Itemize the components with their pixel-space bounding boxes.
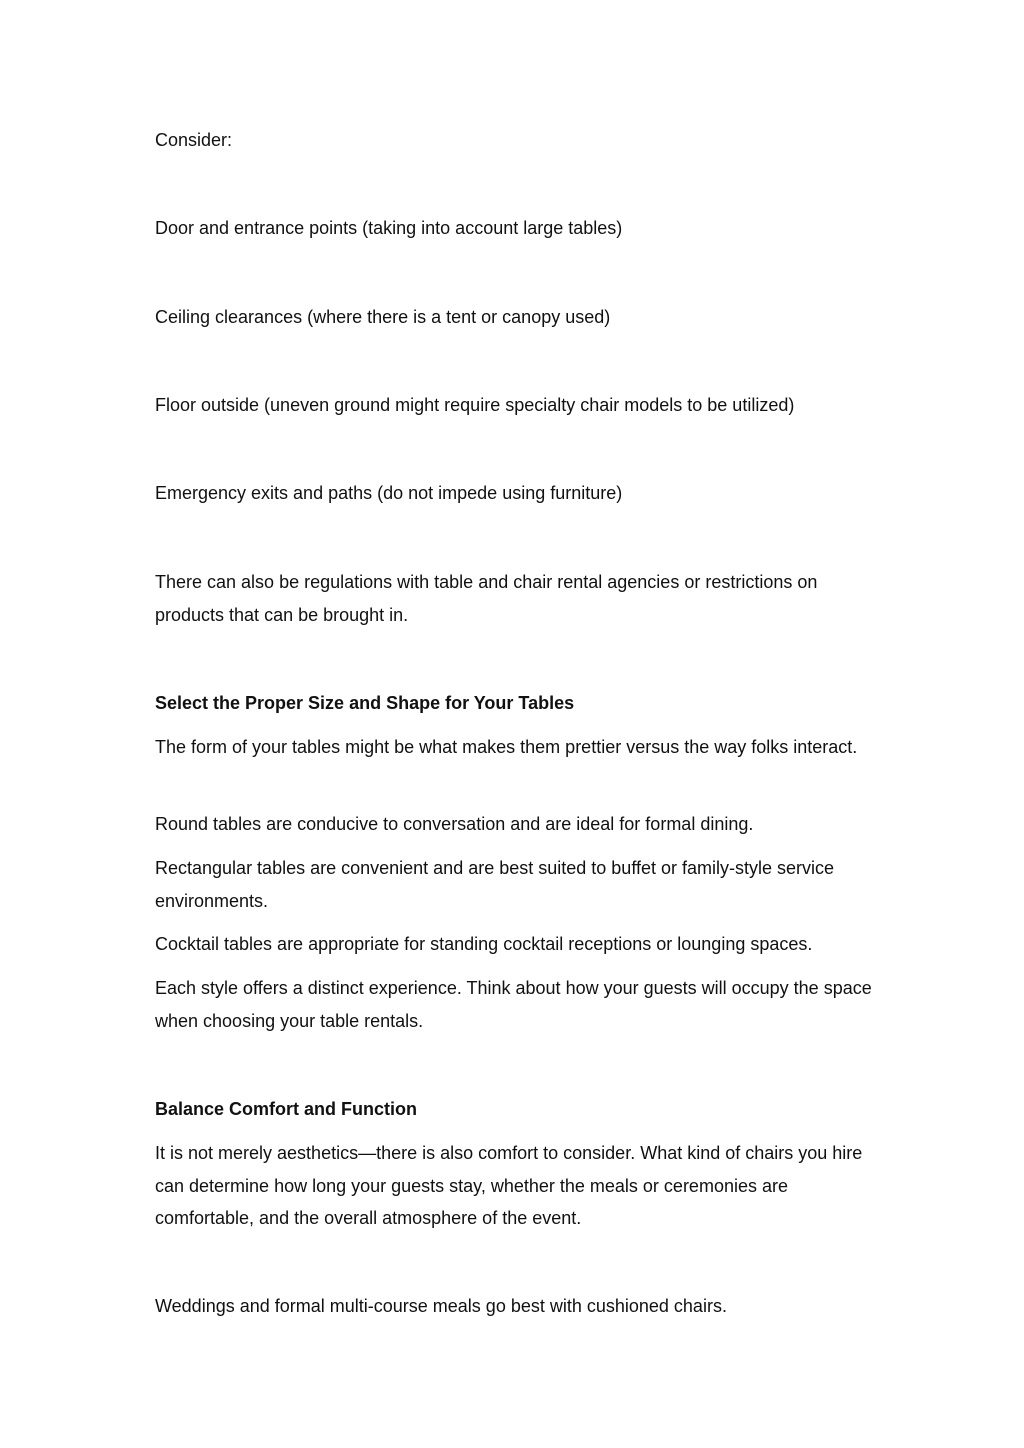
consideration-item-doors: Door and entrance points (taking into account large tables)	[155, 218, 623, 238]
tables-paragraph-style: Each style offers a distinct experience. Think about how your guests will occupy the space when choosing your table rentals.	[155, 978, 872, 1031]
tables-paragraph-round: Round tables are conducive to conversation and are ideal for formal dining.	[155, 814, 754, 834]
section-heading-tables: Select the Proper Size and Shape for Your Tables	[155, 693, 575, 713]
section-heading-comfort: Balance Comfort and Function	[155, 1099, 418, 1119]
tables-paragraph-rectangular: Rectangular tables are convenient and are best suited to buffet or family-style service environments.	[155, 858, 835, 911]
tables-paragraph-cocktail: Cocktail tables are appropriate for standing cocktail receptions or lounging spaces.	[155, 934, 813, 954]
consider-label: Consider:	[155, 130, 233, 150]
tables-paragraph-form: The form of your tables might be what makes them prettier versus the way folks interact.	[155, 737, 858, 757]
regulations-paragraph: There can also be regulations with table and chair rental agencies or restrictions on products that can be brought in.	[155, 572, 818, 625]
comfort-paragraph-weddings: Weddings and formal multi-course meals go best with cushioned chairs.	[155, 1296, 727, 1316]
consideration-item-exits: Emergency exits and paths (do not impede using furniture)	[155, 483, 623, 503]
consideration-item-floor: Floor outside (uneven ground might require specialty chair models to be utilized)	[155, 395, 795, 415]
consideration-item-ceiling: Ceiling clearances (where there is a tent or canopy used)	[155, 307, 611, 327]
comfort-paragraph-aesthetics: It is not merely aesthetics—there is also comfort to consider. What kind of chairs you hire can determine how long your guests stay, whether the meals or ceremonies are comfortable, and the overall atmosphere of the event.	[155, 1143, 863, 1228]
